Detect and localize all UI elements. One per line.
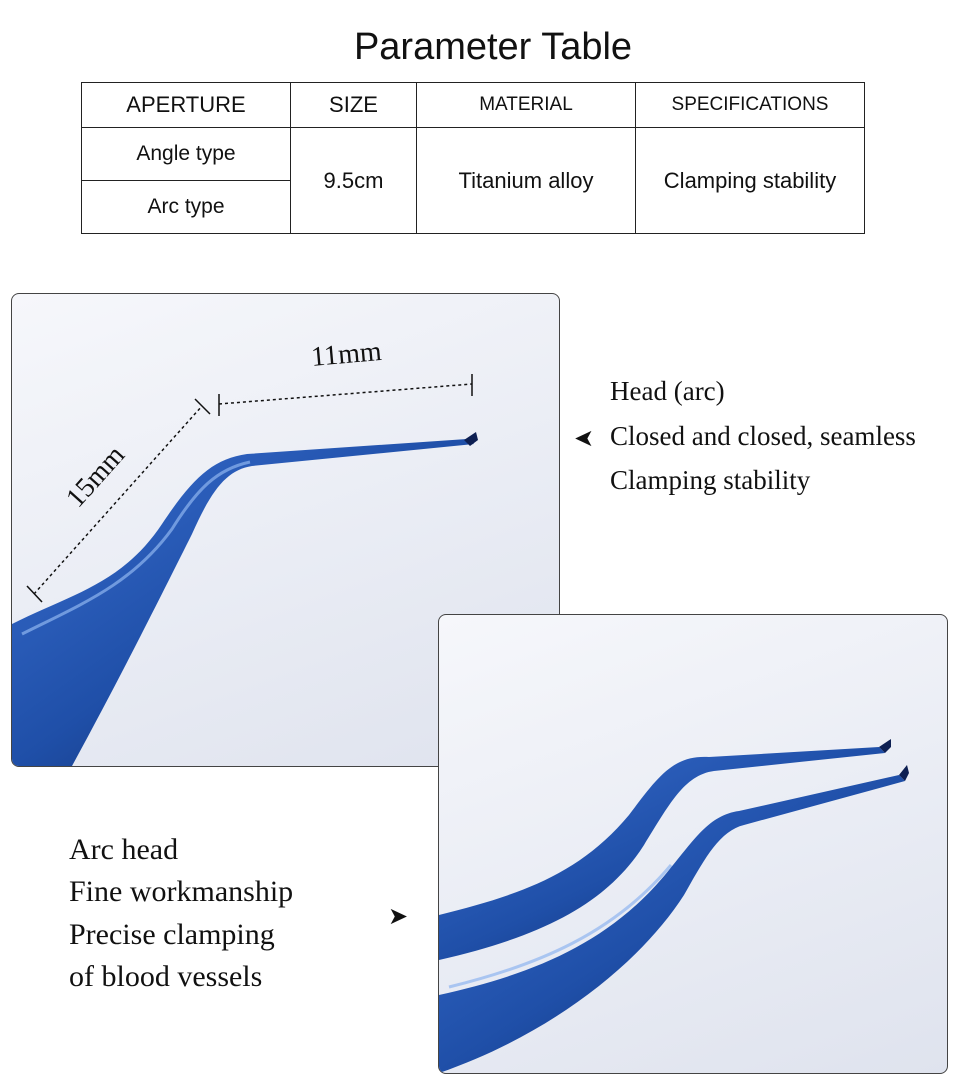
parameter-table	[81, 82, 865, 234]
pointer-left-icon: ➤	[574, 424, 595, 452]
table-row	[82, 128, 865, 181]
tweezer-upper-jaw	[439, 747, 885, 960]
page-title: Parameter Table	[353, 26, 633, 68]
material-value: Titanium alloy	[417, 128, 636, 234]
aperture-angle-type: Angle type	[82, 128, 291, 181]
dim-top-label: 11mm	[309, 335, 383, 373]
header-material: MATERIAL	[417, 83, 636, 128]
photo-tweezer-arc	[438, 614, 948, 1074]
caption-blood-vessels: of blood vessels	[69, 960, 263, 993]
caption-precise-clamping: Precise clamping	[69, 918, 275, 951]
specifications-value: Clamping stability	[636, 128, 865, 234]
caption-closed-seamless: Closed and closed, seamless	[610, 421, 916, 451]
caption-arc-head: Arc head	[69, 833, 179, 866]
caption-head-arc: Head (arc)	[610, 376, 725, 406]
table-header-row	[82, 83, 865, 128]
caption-clamping-stability: Clamping stability	[610, 465, 811, 495]
tweezer-arc-illustration	[439, 615, 947, 1073]
caption-fine-workmanship: Fine workmanship	[69, 875, 294, 908]
pointer-right-icon: ➤	[388, 902, 409, 930]
aperture-arc-type: Arc type	[82, 181, 291, 234]
dim-side-label: 15mm	[60, 439, 132, 514]
header-specifications: SPECIFICATIONS	[636, 83, 865, 128]
size-value: 9.5cm	[291, 128, 417, 234]
header-size: SIZE	[291, 83, 417, 128]
header-aperture: APERTURE	[82, 83, 291, 128]
